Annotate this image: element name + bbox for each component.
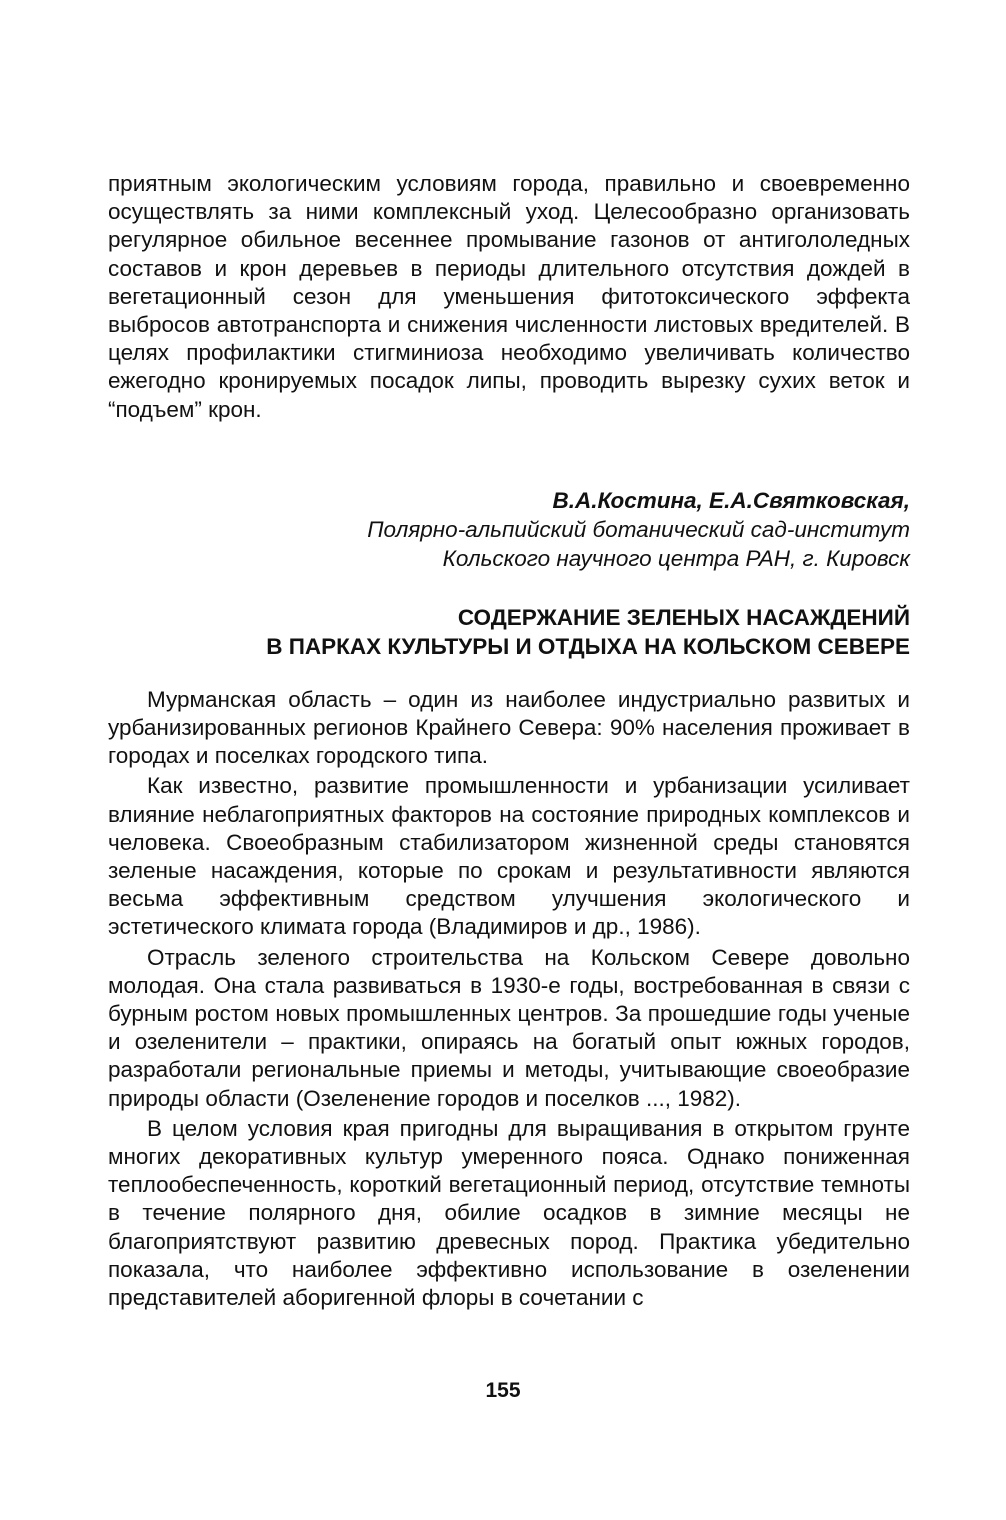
body-paragraph-3: Отрасль зеленого строительства на Кольском Севере довольно молодая. Она стала развиваться в 1930-е годы, востребованная в связи с бурным ростом новых промышленных центров. За прошедшие годы ученые и озеленители – практики, опираясь на богатый опыт южных городов, разработали региональные приемы и методы, учитывающие своеобразие природы области (Озеленение городов и поселков ..., 1982).	[108, 944, 910, 1111]
intro-paragraph: приятным экологическим условиям города, правильно и своевременно осуществлять за ними комплексный уход. Целесообразно организовать регулярное обильное весеннее промывание газонов от антигололедных составов и крон деревьев в периоды длительного отсутствия дождей в вегетационный сезон для уменьшения фитотоксического эффекта выбросов автотранспорта и снижения численности листовых вредителей. В целях профилактики стигминиоза необходимо увеличивать количество ежегодно кронируемых посадок липы, проводить вырезку сухих веток и “подъем” крон.	[108, 171, 910, 422]
article-title	[108, 603, 910, 661]
body-paragraph-4: В целом условия края пригодны для выращивания в открытом грунте многих декоративных культур умеренного пояса. Однако пониженная теплообеспеченность, короткий вегетационный период, отсутствие темноты в течение полярного дня, обилие осадков в зимние месяцы не благоприятствуют развитию древесных пород. Практика убедительно показала, что наиболее эффективно использование в озеленении представителей аборигенной флоры в сочетании с	[108, 1115, 910, 1311]
affiliation-line-2: Кольского научного центра РАН, г. Кировск	[442, 545, 910, 571]
author-names: В.А.Костина, Е.А.Святковская,	[552, 487, 910, 513]
page-content	[108, 170, 910, 1312]
title-line-1: СОДЕРЖАНИЕ ЗЕЛЕНЫХ НАСАЖДЕНИЙ	[457, 604, 910, 630]
body-paragraph-1: Мурманская область – один из наиболее индустриально развитых и урбанизированных регионов Крайнего Севера: 90% населения проживает в городах и поселках городского типа.	[108, 686, 910, 769]
body-paragraph-2: Как известно, развитие промышленности и урбанизации усиливает влияние неблагоприятных факторов на состояние природных комплексов и человека. Своеобразным стабилизатором жизненной среды становятся зеленые насаждения, которые по срокам и результативности являются весьма эффективным средством улучшения экологического и эстетического климата города (Владимиров и др., 1986).	[108, 773, 910, 940]
author-block	[108, 486, 910, 573]
title-line-2: В ПАРКАХ КУЛЬТУРЫ И ОТДЫХА НА КОЛЬСКОМ СЕВЕРЕ	[266, 633, 910, 659]
page-number: 155	[485, 1379, 521, 1402]
affiliation-line-1: Полярно-альпийский ботанический сад-институт	[367, 516, 910, 542]
